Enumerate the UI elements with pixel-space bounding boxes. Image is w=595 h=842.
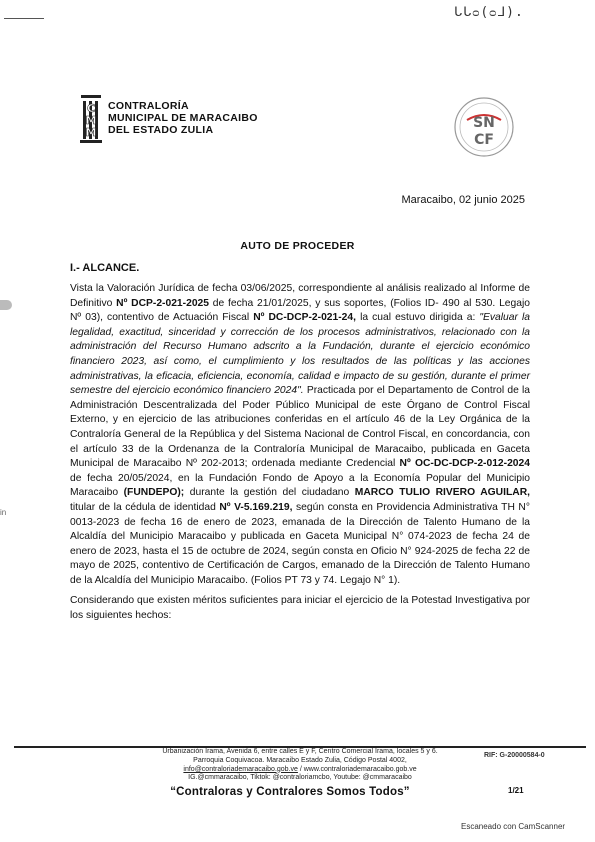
svg-text:M: M (85, 126, 97, 139)
rif-number: RIF: G-20000584-0 (484, 752, 545, 759)
sncf-seal-icon (453, 96, 515, 158)
footer-line-1: Urbanización Irama, Avenida 6, entre calles E y F, Centro Comercial Irama, locales 5 y 6. (162, 748, 438, 755)
punch-hole-mark (0, 300, 12, 310)
footer-email-link[interactable]: info@contraloriademaracaibo.gob.ve (183, 765, 298, 773)
paragraph-2: Considerando que existen méritos suficientes para iniciar el ejercicio de la Potestad Investigativa por los siguientes hechos: (70, 595, 530, 622)
slogan: “Contraloras y Contralores Somos Todos” (170, 786, 410, 798)
section-heading: I.- ALCANCE. (70, 262, 140, 274)
footer-line-4: IG.@cmmaracaibo, Tiktok: @contraloriamcbo, Youtube: @cmmaracaibo (188, 774, 412, 782)
scanner-watermark: Escaneado con CamScanner (461, 822, 566, 831)
logo-text (108, 100, 258, 136)
document-body (70, 282, 530, 630)
sncf-seal (453, 96, 515, 158)
building-logo-icon (78, 92, 104, 146)
svg-text:CF: CF (474, 132, 494, 148)
footer-line-3 (100, 766, 500, 775)
svg-text:M: M (85, 114, 97, 127)
contraloria-logo (78, 92, 298, 146)
logo-line-2: MUNICIPAL DE MARACAIBO (108, 112, 258, 124)
footer-line-2: Parroquia Coquivacoa. Maracaibo Estado Zulia, Código Postal 4002, (193, 756, 407, 764)
margin-mark: in (0, 508, 7, 517)
document-date: Maracaibo, 02 junio 2025 (401, 194, 525, 206)
logo-line-3: DEL ESTADO ZULIA (108, 124, 214, 136)
paragraph-1: Vista la Valoración Jurídica de fecha 03/06/2025, correspondiente al análisis realizado al Informe de Definitivo Nº DCP-2-021-2025 de fecha 21/01/2025, y sus soportes, (Folios ID- 490 al 530. Legajo Nº 03), contentivo de Actuación Fiscal Nº DC-DCP-2-021-24, la cual estuvo dirigida a: "Evaluar la legalidad, exactitud, sinceridad y corrección de los procesos administrativos, relacionado con la administración del Recurso Humano adscrito a la Fundación, durante el ejercicio económico financiero 2023, así como, el cumplimiento y los resultados de las políticas y las acciones administrativas, la eficacia, eficiencia, economía, calidad e impacto de su gestión, durante el primer semestre del ejercicio económico financiero 2024". Practicada por el Departamento de Control de la Administración Descentralizada del Poder Público Municipal de este Órgano de Control Fiscal Externo, y en ejercicio de las atribuciones conferidas en el artículo 46 de la Ley Orgánica de la Contraloría General de la República y del Sistema Nacional de Control Fiscal, en concordancia, con el artículo 33 de la Ordenanza de la Contraloría Municipal de Maracaibo, publicada en Gaceta Municipal de Maracaibo Nº 202-2013; ordenada mediante Credencial Nº OC-DC-DCP-2-012-2024 de fecha 20/05/2024, en la Fundación Fondo de Apoyo a la Economía Popular del Municipio Maracaibo (FUNDEPO); durante la gestión del ciudadano MARCO TULIO RIVERO AGUILAR, titular de la cédula de identidad Nº V-5.169.219, según consta en Providencia Administrativa TH N° 0013-2023 de fecha 16 de enero de 2023, emanada de la Dirección de Talento Humano de la Alcaldía del Municipio Maracaibo y publicada en Gaceta Municipal N° 074-2023 de fecha 24 de enero de 2023, hasta el 15 de octubre de 2024, según consta en Oficio N° 924-2025 de fecha 22 de mayo de 2025, contentivo de Certificación de Cargos, emanado de la Dirección de Talento Humano de la Alcaldía del Municipio Maracaibo. (Folios PT 73 y 74. Legajo N° 1). (70, 283, 531, 586)
logo-line-1: CONTRALORÍA (108, 100, 189, 112)
top-mark-line (4, 18, 44, 19)
footer-web: / www.contraloriademaracaibo.gob.ve (297, 765, 417, 773)
svg-text:SN: SN (473, 115, 495, 131)
document-title: AUTO DE PROCEDER (240, 240, 355, 252)
svg-text:C: C (86, 102, 96, 115)
page-number: 1/21 (508, 786, 524, 795)
handwritten-folio: ᒐᒐᴑ(ᴑᒧ). (454, 5, 524, 20)
footer-address (100, 748, 500, 783)
